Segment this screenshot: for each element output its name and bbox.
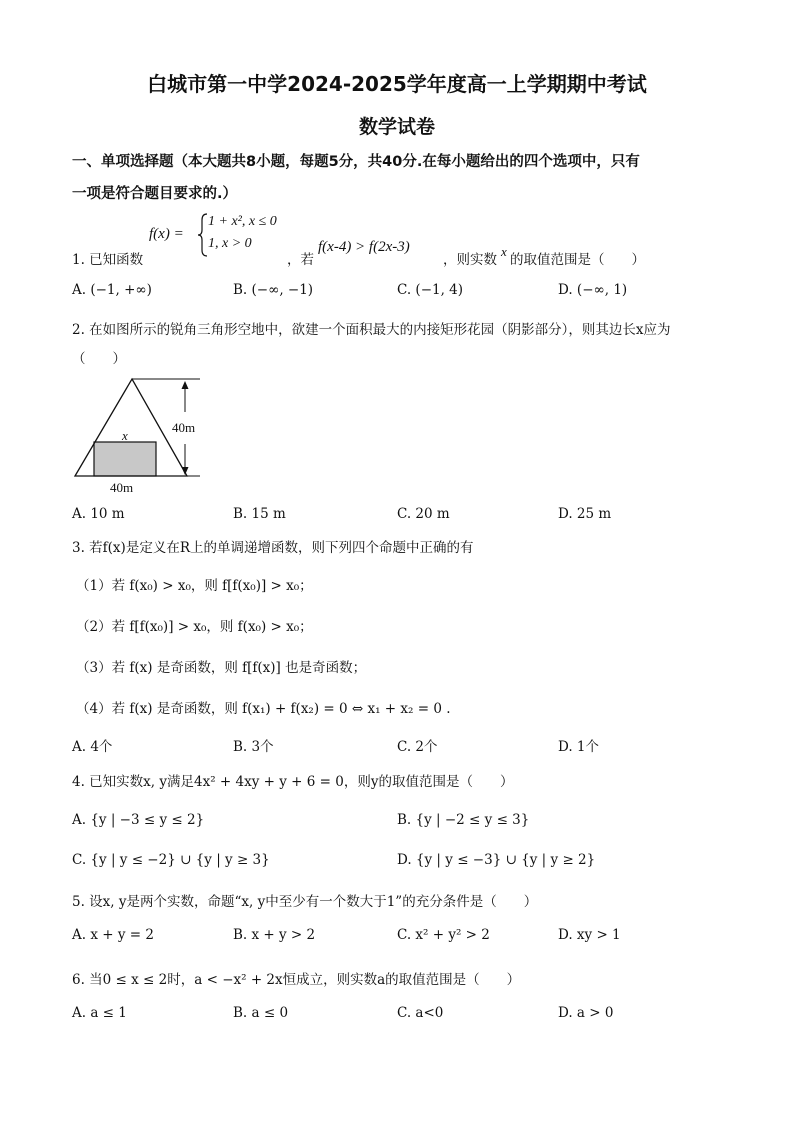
- q1-condition: f(x-4) > f(2x-3): [318, 239, 410, 255]
- q2-option-c: C. 20 m: [397, 506, 450, 522]
- q1-option-c: C. (−1, 4): [397, 282, 464, 298]
- q1-case-1: 1 + x², x ≤ 0: [208, 214, 277, 229]
- q1-option-d: D. (−∞, 1): [558, 282, 628, 298]
- q3-option-b: B. 3个: [233, 739, 274, 755]
- q1-option-a: A. (−1, +∞): [72, 282, 152, 298]
- q3-option-d: D. 1个: [558, 739, 600, 755]
- q4-option-c: C. {y | y ≤ −2} ∪ {y | y ≥ 3}: [72, 852, 270, 868]
- q1-prefix: 1. 已知函数: [72, 252, 144, 268]
- exam-title: 白城市第一中学2024-2025学年度高一上学期期中考试: [147, 72, 647, 96]
- q1-function-lhs: f(x) =: [149, 226, 184, 242]
- q6-option-a: A. a ≤ 1: [72, 1005, 127, 1021]
- q5-option-c: C. x² + y² > 2: [397, 927, 490, 943]
- q5-option-b: B. x + y > 2: [233, 927, 316, 943]
- q2-triangle-figure: [70, 372, 220, 498]
- q6-option-c: C. a<0: [397, 1005, 444, 1021]
- q3-item-3: （3）若 f(x) 是奇函数，则 f[f(x)] 也是奇函数；: [76, 660, 367, 676]
- q1-option-b: B. (−∞, −1): [233, 282, 314, 298]
- q2-stem-line1: 2. 在如图所示的锐角三角形空地中，欲建一个面积最大的内接矩形花园（阴影部分），则其边长x应为: [72, 322, 671, 338]
- section-heading-line2: 一项是符合题目要求的.）: [72, 186, 238, 202]
- q3-option-c: C. 2个: [397, 739, 438, 755]
- q2-stem-line2: （ ）: [72, 351, 126, 367]
- q2-figure-base-label: 40m: [110, 480, 134, 495]
- q3-item-4: （4）若 f(x) 是奇函数，则 f(x₁) + f(x₂) = 0 ⇔ x₁ + x₂ = 0 .: [76, 701, 451, 717]
- q4-option-d: D. {y | y ≤ −3} ∪ {y | y ≥ 2}: [397, 852, 596, 868]
- q5-option-a: A. x + y = 2: [72, 927, 154, 943]
- inscribed-rectangle: [94, 442, 156, 476]
- section-heading-line1: 一、单项选择题（本大题共8小题，每题5分，共40分.在每小题给出的四个选项中，只有: [72, 154, 640, 170]
- q2-figure-height-label: 40m: [172, 420, 196, 435]
- q2-figure-x-label: x: [122, 428, 128, 443]
- q2-option-b: B. 15 m: [233, 506, 286, 522]
- q4-option-a: A. {y | −3 ≤ y ≤ 2}: [72, 812, 205, 828]
- q1-case-2: 1, x > 0: [208, 236, 252, 251]
- q3-item-1: （1）若 f(x₀) > x₀，则 f[f(x₀)] > x₀；: [76, 578, 313, 594]
- exam-subtitle: 数学试卷: [358, 116, 435, 138]
- q6-option-d: D. a > 0: [558, 1005, 614, 1021]
- q2-option-d: D. 25 m: [558, 506, 612, 522]
- q4-option-b: B. {y | −2 ≤ y ≤ 3}: [397, 812, 530, 828]
- q3-item-2: （2）若 f[f(x₀)] > x₀，则 f(x₀) > x₀；: [76, 619, 313, 635]
- q2-option-a: A. 10 m: [72, 506, 125, 522]
- q6-stem: 6. 当0 ≤ x ≤ 2时，a < −x² + 2x恒成立，则实数a的取值范围是（ ）: [72, 972, 521, 988]
- q1-mid: ，若: [287, 252, 314, 268]
- q4-stem: 4. 已知实数x, y满足4x² + 4xy + y + 6 = 0，则y的取值范围是（ ）: [72, 774, 514, 790]
- q5-option-d: D. xy > 1: [558, 927, 621, 943]
- q5-stem: 5. 设x, y是两个实数，命题“x, y中至少有一个数大于1”的充分条件是（ ）: [72, 894, 538, 910]
- q1-suffix2: 的取值范围是（ ）: [510, 252, 645, 268]
- q3-option-a: A. 4个: [72, 739, 113, 755]
- q1-var: x: [501, 244, 507, 259]
- q3-stem: 3. 若f(x)是定义在R上的单调递增函数，则下列四个命题中正确的有: [72, 540, 474, 556]
- q1-suffix: ，则实数: [443, 252, 497, 268]
- q6-option-b: B. a ≤ 0: [233, 1005, 289, 1021]
